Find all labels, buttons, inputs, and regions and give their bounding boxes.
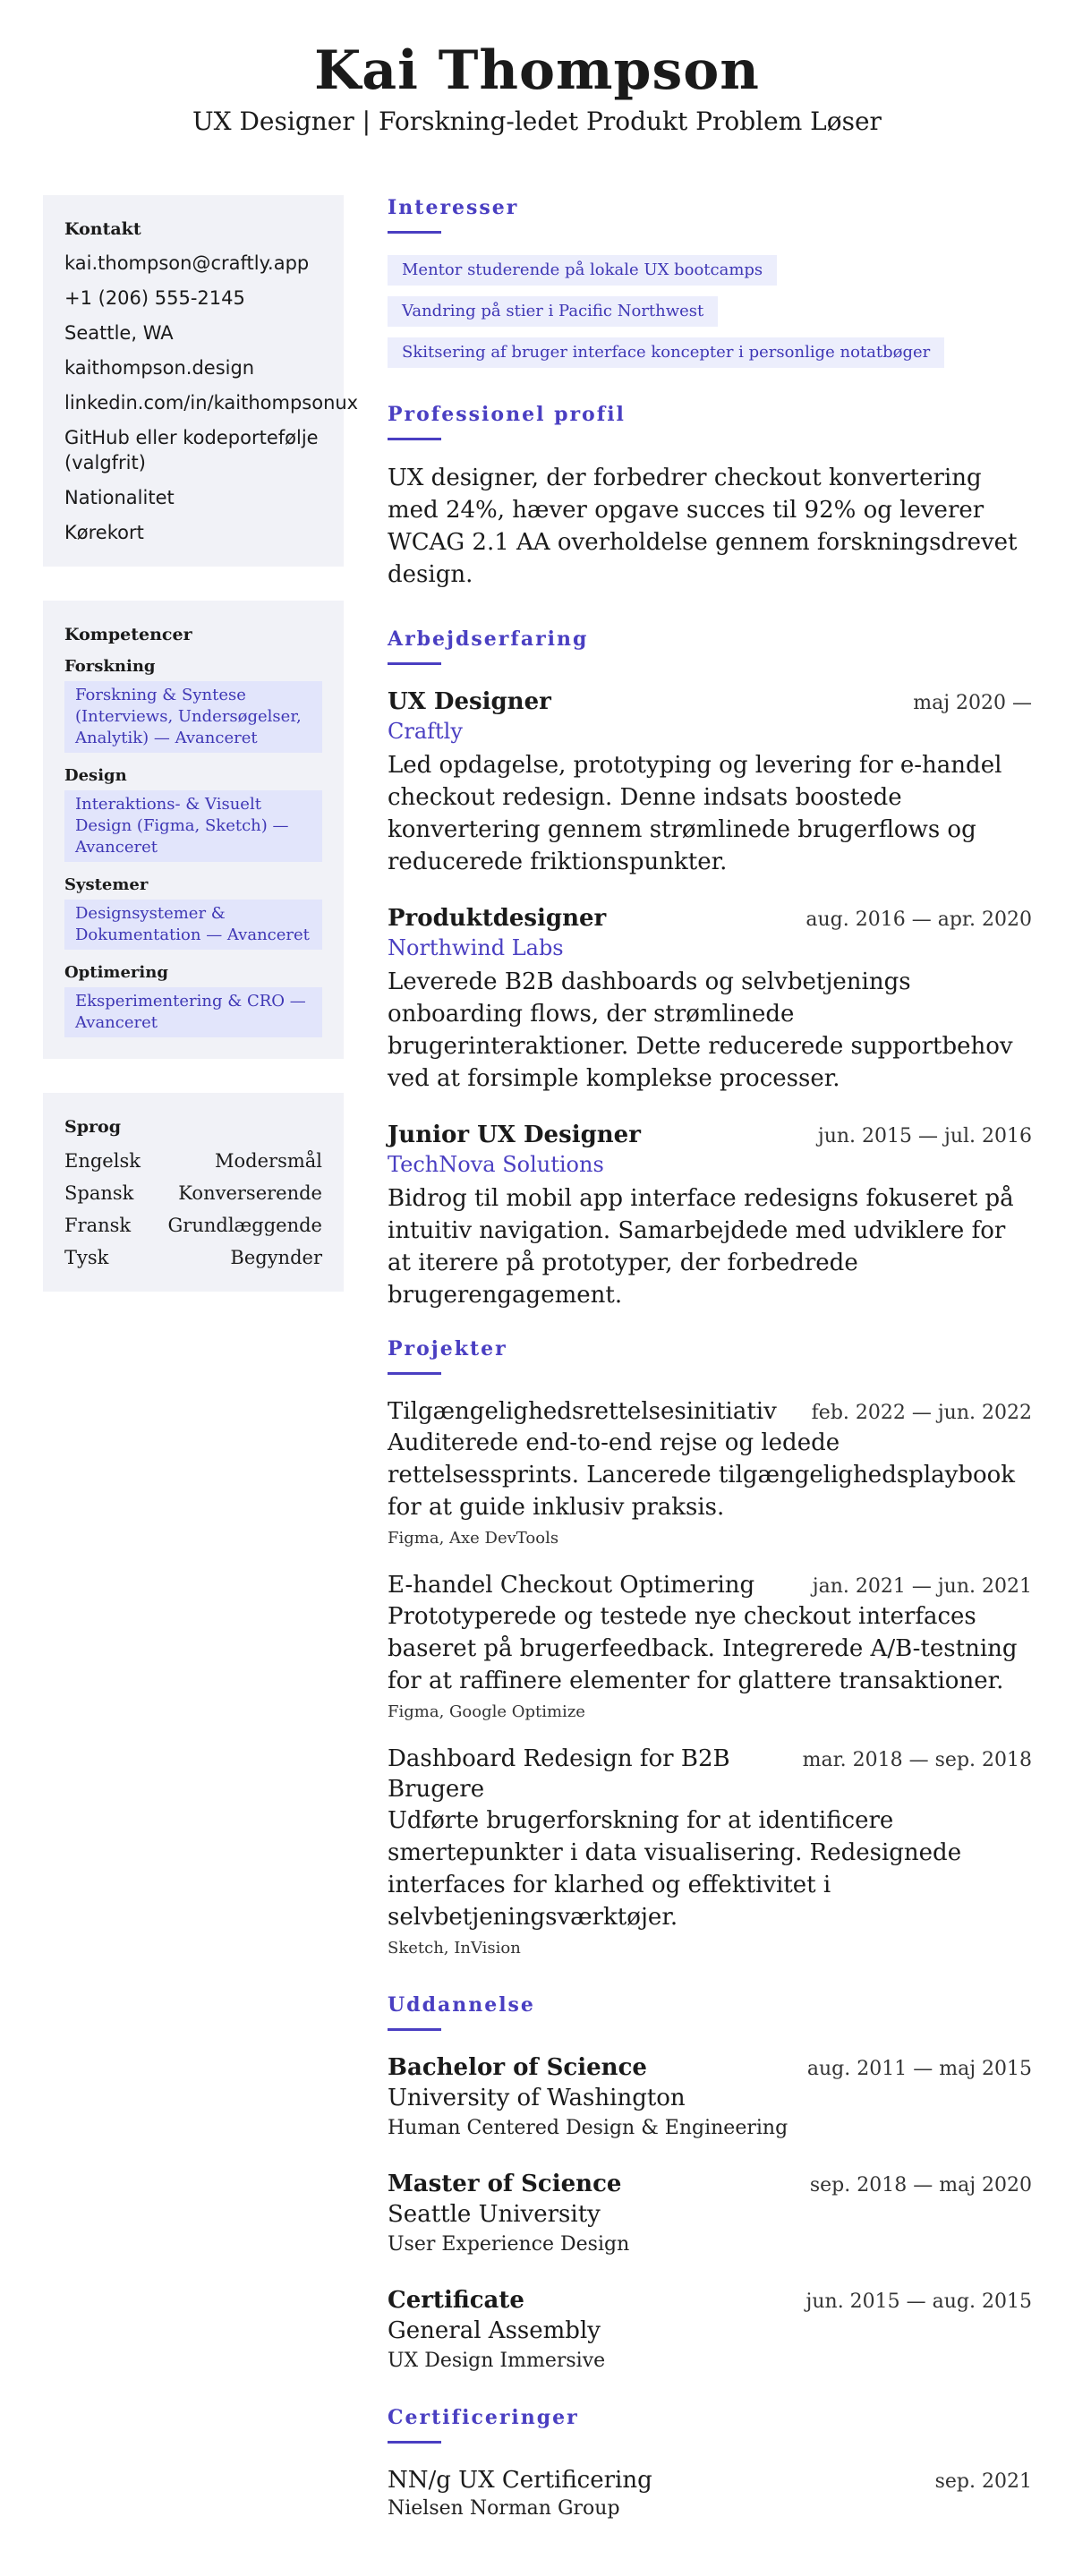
job-dates: maj 2020 — [913, 692, 1032, 714]
project-tools: Figma, Axe DevTools [388, 1529, 559, 1548]
languages-title: Sprog [64, 1117, 121, 1137]
interests-list [388, 255, 1032, 379]
project-name: E-handel Checkout Optimering [388, 1572, 755, 1599]
competency-skill-chip: Eksperimentering & CRO — Avanceret [64, 987, 322, 1037]
job-company: TechNova Solutions [388, 1152, 604, 1177]
contact-card [43, 195, 359, 567]
certification-date: sep. 2021 [934, 2470, 1032, 2493]
certification-entry [388, 2465, 1032, 2522]
education-entry [388, 2285, 1032, 2375]
certifications-section [388, 2405, 1032, 2522]
project-dates: feb. 2022 — jun. 2022 [811, 1402, 1032, 1424]
education-entry [388, 2169, 1032, 2258]
sidebar [43, 195, 359, 1326]
contact-phone[interactable]: +1 (206) 555-2145 [64, 287, 245, 309]
job-role: Produktdesigner [388, 905, 607, 932]
job-dates: jun. 2015 — jul. 2016 [817, 1125, 1032, 1147]
project-dates: mar. 2018 — sep. 2018 [802, 1749, 1032, 1771]
competency-category: Forskning [64, 657, 156, 676]
interest-tag: Skitsering af bruger interface koncepter i personlige notatbøger [388, 337, 944, 368]
experience-heading: Arbejdserfaring [388, 627, 589, 651]
education-dates: aug. 2011 — maj 2015 [806, 2058, 1032, 2080]
project-description: Udførte brugerforskning for at identificere smertepunkter i data visualisering. Redesignede interfaces for klarhed og effektivitet i selvbetjeningsværktøjer. [388, 1807, 962, 1931]
project-description: Prototyperede og testede nye checkout interfaces baseret på brugerfeedback. Integrerede A/B-testning for at raffinere elementer for glattere transaktioner. [388, 1603, 1018, 1694]
project-dates: jan. 2021 — jun. 2021 [812, 1575, 1032, 1598]
experience-section [388, 627, 1032, 1311]
competency-category: Design [64, 766, 127, 785]
job-entry [388, 1120, 1032, 1311]
education-dates: jun. 2015 — aug. 2015 [806, 2290, 1032, 2313]
certifications-heading: Certificeringer [388, 2406, 579, 2429]
competencies-title: Kompetencer [64, 625, 192, 644]
education-degree: Master of Science [388, 2171, 622, 2197]
languages-card [43, 1093, 344, 1292]
competency-category: Optimering [64, 963, 168, 982]
profile-summary: UX designer, der forbedrer checkout konvertering med 24%, hæver opgave succes til 92% og leverer WCAG 2.1 AA overholdelse gennem forskningsdrevet design. [388, 465, 1018, 588]
section-rule [388, 2028, 441, 2031]
education-school: University of Washington [388, 2085, 686, 2111]
section-rule [388, 438, 441, 440]
education-field: UX Design Immersive [388, 2350, 606, 2372]
project-name: Tilgængelighedsrettelsesinitiativ [388, 1398, 777, 1425]
section-rule [388, 1372, 441, 1375]
section-rule [388, 662, 441, 665]
project-entry [388, 1744, 1032, 1960]
section-rule [388, 2441, 441, 2444]
project-tools: Sketch, InVision [388, 1939, 521, 1958]
projects-heading: Projekter [388, 1337, 507, 1361]
job-entry [388, 903, 1032, 1095]
project-entry [388, 1570, 1032, 1724]
job-company: Craftly [388, 719, 463, 744]
project-tools: Figma, Google Optimize [388, 1702, 585, 1721]
competencies-card [43, 601, 344, 1059]
education-entry [388, 2052, 1032, 2142]
competency-skill-chip: Designsystemer & Dokumentation — Avanceret [64, 900, 322, 950]
language-row [64, 1245, 322, 1270]
competency-skill-chip: Forskning & Syntese (Interviews, Undersøgelser, Analytik) — Avanceret [64, 681, 322, 753]
language-name: Engelsk [64, 1150, 141, 1172]
project-entry [388, 1396, 1032, 1550]
section-rule [388, 231, 441, 234]
language-name: Tysk [64, 1247, 109, 1268]
job-description: Bidrog til mobil app interface redesigns fokuseret på intuitiv navigation. Samarbejdede med udviklere for at iterere på prototyper, der forbedrede brugerengagement. [388, 1185, 1014, 1309]
education-degree: Certificate [388, 2287, 524, 2314]
education-school: Seattle University [388, 2201, 601, 2228]
language-level: Modersmål [215, 1150, 322, 1172]
job-dates: aug. 2016 — apr. 2020 [806, 908, 1032, 931]
competency-skill-chip: Interaktions- & Visuelt Design (Figma, Sketch) — Avanceret [64, 790, 322, 862]
contact-website[interactable]: kaithompson.design [64, 357, 255, 379]
interests-heading: Interesser [388, 196, 519, 219]
education-school: General Assembly [388, 2317, 601, 2344]
job-role: Junior UX Designer [388, 1122, 641, 1148]
language-row [64, 1181, 322, 1206]
education-field: User Experience Design [388, 2233, 630, 2256]
competency-category: Systemer [64, 875, 149, 894]
resume-header [0, 0, 1074, 140]
interest-tag: Vandring på stier i Pacific Northwest [388, 296, 718, 327]
main-content [388, 195, 1032, 2522]
contact-nationality: Nationalitet [64, 487, 175, 508]
job-role: UX Designer [388, 688, 551, 715]
candidate-headline: UX Designer | Forskning-ledet Produkt Problem Løser [192, 107, 882, 136]
education-dates: sep. 2018 — maj 2020 [809, 2174, 1032, 2196]
interest-tag: Mentor studerende på lokale UX bootcamps [388, 255, 777, 286]
certification-issuer: Nielsen Norman Group [388, 2497, 620, 2520]
contact-title: Kontakt [64, 219, 141, 239]
contact-github: GitHub eller kodeportefølje (valgfrit) [64, 427, 319, 473]
job-entry [388, 687, 1032, 878]
education-field: Human Centered Design & Engineering [388, 2117, 788, 2139]
profile-section [388, 402, 1032, 591]
job-description: Led opdagelse, prototyping og levering for e-handel checkout redesign. Denne indsats boostede konvertering gennem strømlinede brugerflows og reducerede friktionspunkter. [388, 752, 1002, 875]
projects-section [388, 1336, 1032, 1960]
language-level: Konverserende [178, 1182, 322, 1204]
education-heading: Uddannelse [388, 1993, 535, 2017]
language-row [64, 1148, 322, 1173]
education-section [388, 1992, 1032, 2375]
contact-location: Seattle, WA [64, 322, 174, 344]
project-description: Auditerede end-to-end rejse og ledede rettelsessprints. Lancerede tilgængelighedsplaybook for at guide inklusiv praksis. [388, 1429, 1016, 1521]
project-name: Dashboard Redesign for B2B Brugere [388, 1745, 730, 1803]
contact-linkedin[interactable]: linkedin.com/in/kaithompsonux [64, 392, 359, 414]
education-degree: Bachelor of Science [388, 2054, 647, 2081]
language-row [64, 1213, 322, 1238]
language-name: Fransk [64, 1215, 132, 1236]
contact-drivers-license: Kørekort [64, 522, 144, 543]
language-level: Begynder [230, 1247, 322, 1268]
profile-heading: Professionel profil [388, 403, 626, 426]
job-company: Northwind Labs [388, 935, 564, 960]
contact-email[interactable]: kai.thompson@craftly.app [64, 252, 310, 274]
certification-name: NN/g UX Certificering [388, 2467, 652, 2494]
language-level: Grundlæggende [167, 1215, 322, 1236]
language-name: Spansk [64, 1182, 134, 1204]
job-description: Leverede B2B dashboards og selvbetjenings onboarding flows, der strømlinede brugerinteraktioner. Dette reducerede supportbehov ved at forsimple komplekse processer. [388, 968, 1013, 1092]
interests-section [388, 195, 1032, 379]
candidate-name: Kai Thompson [314, 39, 760, 102]
